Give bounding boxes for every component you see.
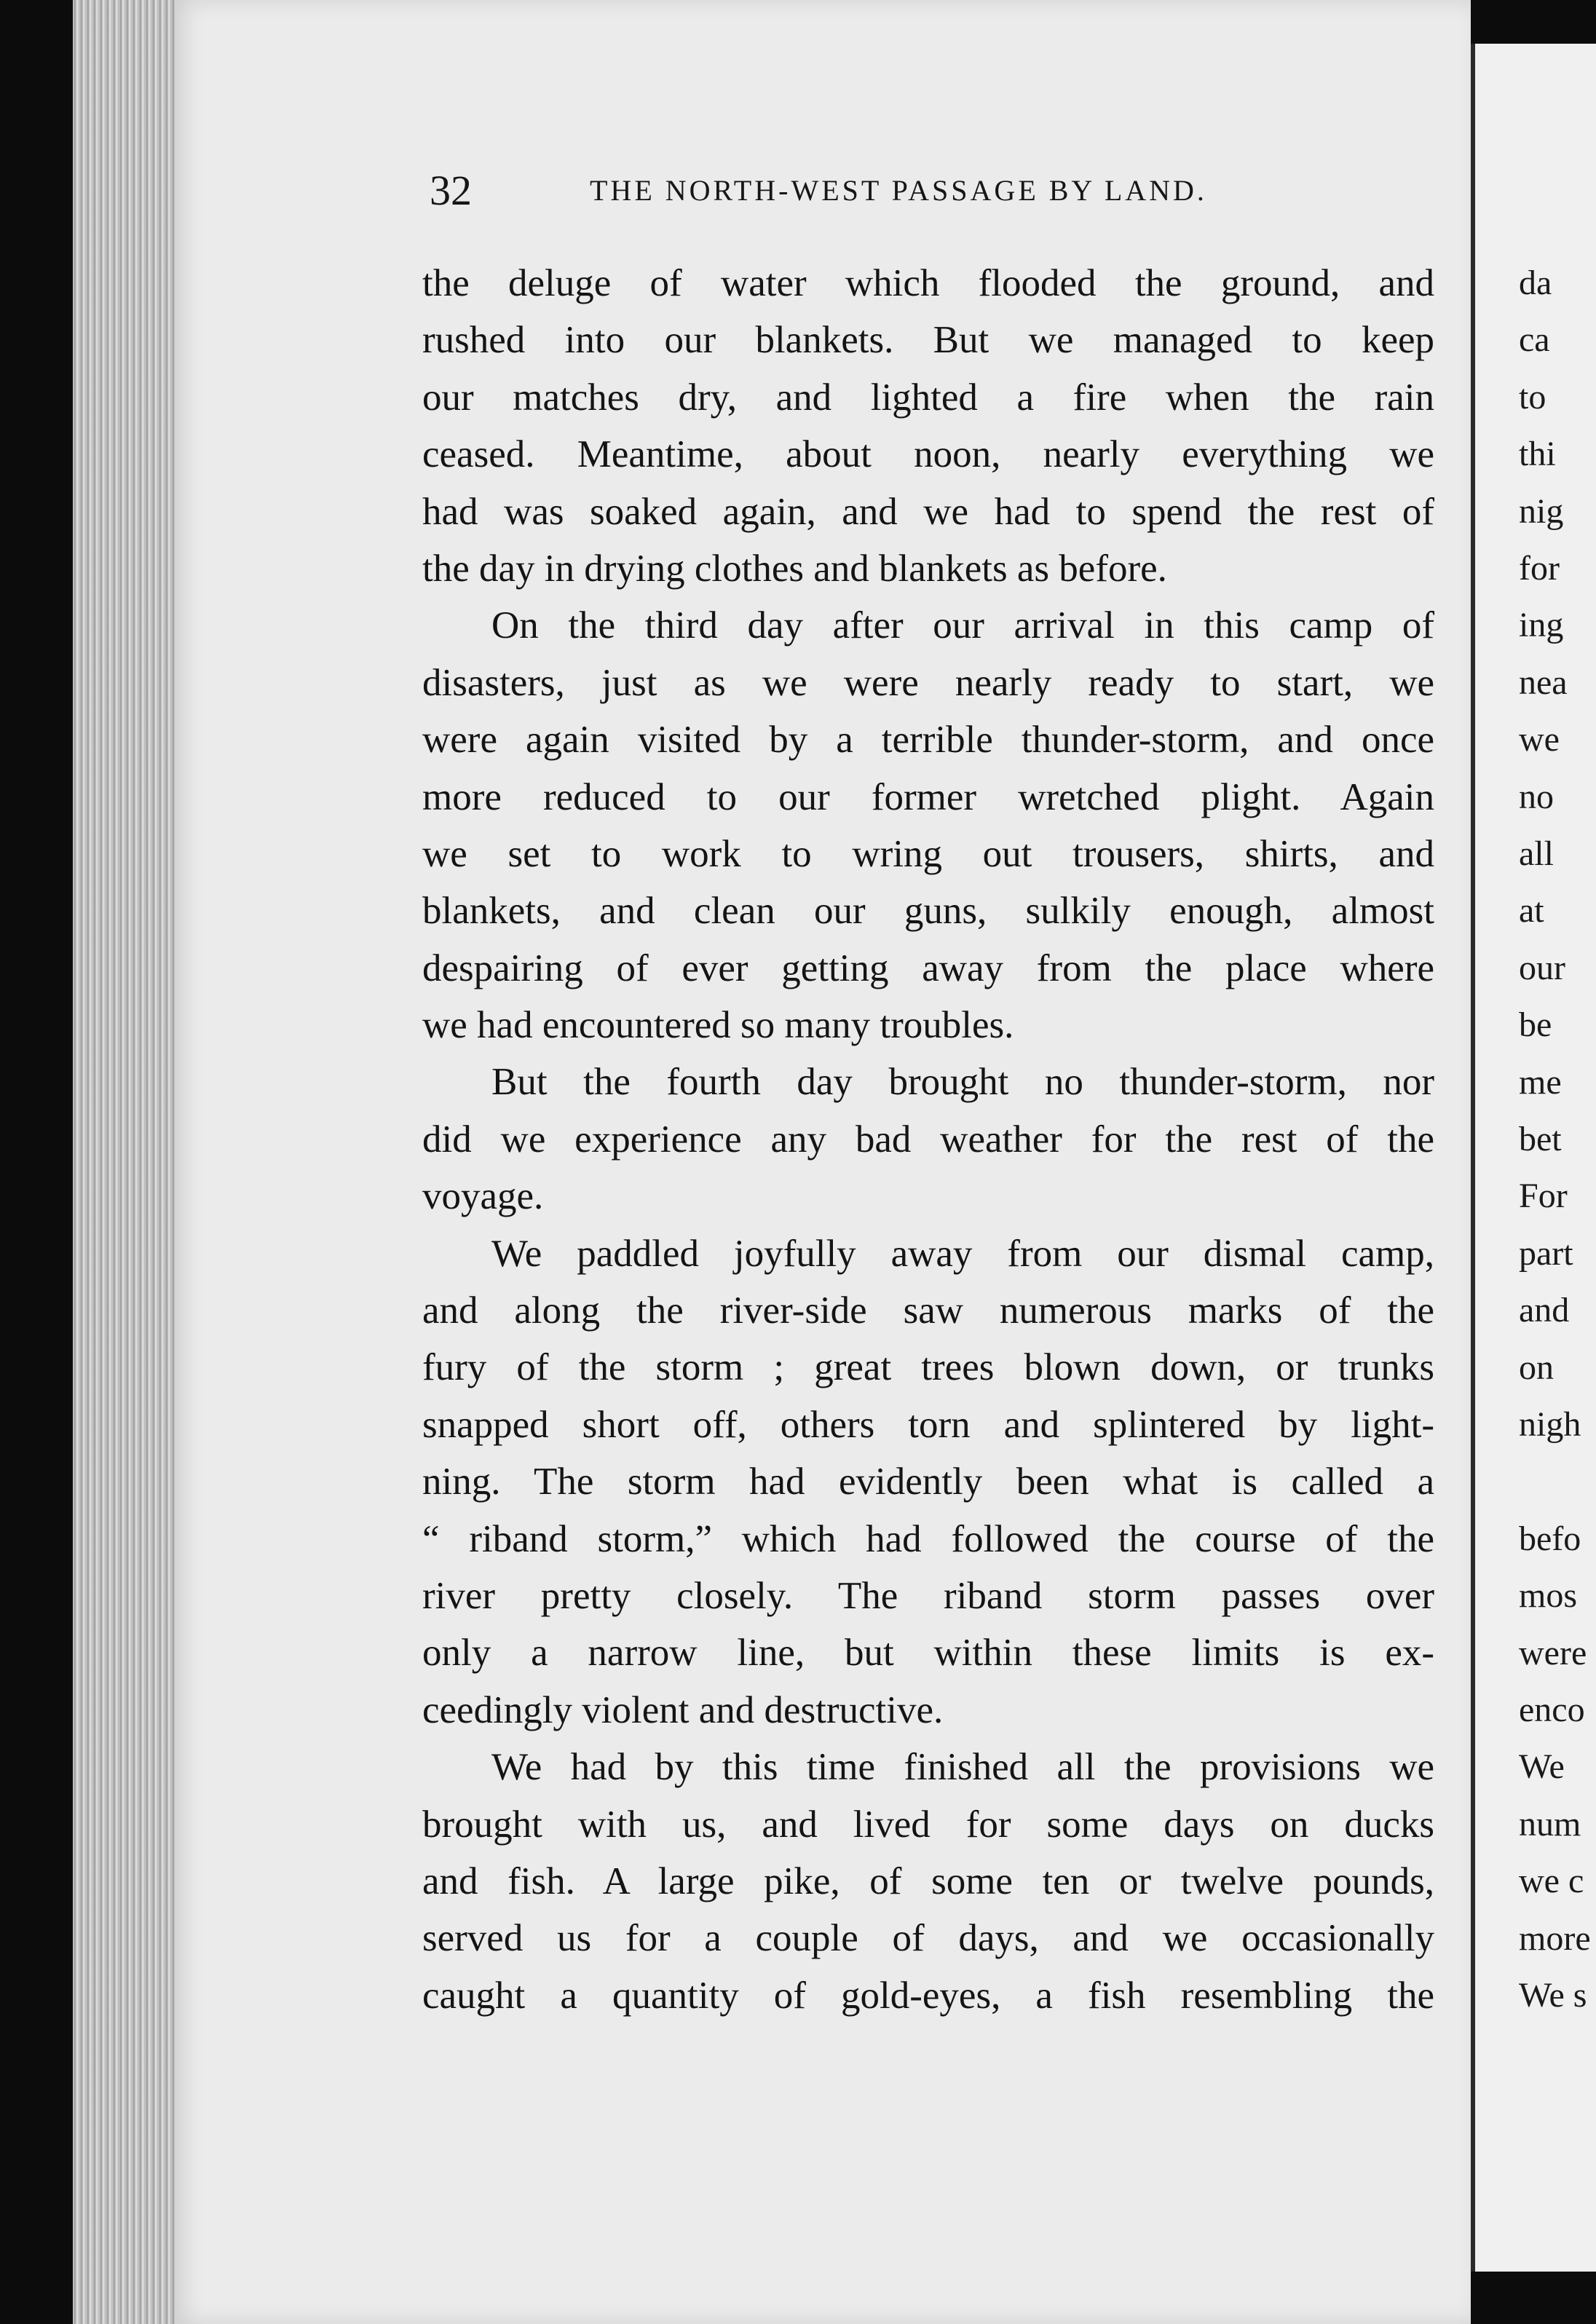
page-header: [430, 166, 1434, 224]
text-line: served us for a couple of days, and we occasionally: [422, 1917, 1434, 1960]
facing-page-fragment: and: [1519, 1291, 1570, 1330]
facing-page-fragment: ca: [1519, 320, 1550, 360]
text-line: we had encountered so many troubles.: [422, 1004, 1014, 1047]
facing-page-fragment: all: [1519, 834, 1554, 873]
text-line: the deluge of water which flooded the ground, and: [422, 262, 1434, 304]
text-line: On the third day after our arrival in this camp of: [491, 604, 1434, 647]
text-line: caught a quantity of gold-eyes, a fish resembling the: [422, 1974, 1434, 2017]
text-line: But the fourth day brought no thunder-storm, nor: [491, 1061, 1434, 1104]
text-line: We had by this time finished all the provisions we: [491, 1746, 1434, 1789]
facing-page-fragment: num: [1519, 1804, 1581, 1843]
facing-page-fragment: For: [1519, 1177, 1568, 1216]
text-line: were again visited by a terrible thunder-storm, and once: [422, 719, 1434, 762]
text-line: we set to work to wring out trousers, shirts, and: [422, 832, 1434, 875]
text-line: river pretty closely. The riband storm passes over: [422, 1574, 1434, 1617]
facing-page-fragment: for: [1519, 549, 1560, 588]
text-line: ceased. Meantime, about noon, nearly everything we: [422, 433, 1434, 476]
facing-page-fragment: befo: [1519, 1519, 1581, 1558]
facing-page-fragment: nigh: [1519, 1405, 1581, 1444]
facing-page-fragment: bet: [1519, 1120, 1562, 1158]
facing-page-fragment: we: [1519, 720, 1560, 759]
text-line: We paddled joyfully away from our dismal camp,: [491, 1232, 1434, 1275]
body-text: [422, 255, 1434, 2024]
facing-page-fragment: our: [1519, 948, 1565, 987]
facing-page: [1471, 44, 1596, 2272]
text-line: ning. The storm had evidently been what is called a: [422, 1461, 1434, 1503]
facing-page-fragment: no: [1519, 777, 1554, 816]
text-line: fury of the storm ; great trees blown down, or trunks: [422, 1346, 1434, 1389]
text-line: only a narrow line, but within these limits is ex-: [422, 1632, 1434, 1675]
text-line: “ riband storm,” which had followed the course of the: [422, 1517, 1434, 1560]
text-line: our matches dry, and lighted a fire when the rain: [422, 376, 1434, 419]
facing-page-fragment: nea: [1519, 663, 1568, 702]
text-line: brought with us, and lived for some days on ducks: [422, 1803, 1434, 1846]
page-edges: [73, 0, 182, 2324]
page-number: 32: [430, 167, 472, 214]
facing-page-fragment: me: [1519, 1062, 1562, 1102]
text-line: and fish. A large pike, of some ten or twelve pounds,: [422, 1859, 1434, 1902]
text-line: more reduced to our former wretched plight. Again: [422, 775, 1434, 818]
facing-page-fragment: more: [1519, 1918, 1591, 1958]
facing-page-fragment: we c: [1519, 1862, 1584, 1901]
text-line: ceedingly violent and destructive.: [422, 1688, 944, 1731]
text-line: snapped short off, others torn and splintered by light-: [422, 1403, 1434, 1446]
text-line: blankets, and clean our guns, sulkily enough, almost: [422, 890, 1434, 933]
facing-page-fragment: be: [1519, 1005, 1552, 1045]
text-line: had was soaked again, and we had to spend the rest of: [422, 490, 1434, 533]
facing-page-fragment: We: [1519, 1747, 1565, 1787]
facing-page-fragment: We s: [1519, 1976, 1587, 2015]
text-line: disasters, just as we were nearly ready to start, we: [422, 661, 1434, 704]
facing-page-fragment: at: [1519, 891, 1544, 930]
text-line: voyage.: [422, 1175, 544, 1218]
facing-page-fragment: enco: [1519, 1691, 1585, 1729]
facing-page-fragment: thi: [1519, 435, 1556, 474]
text-line: despairing of ever getting away from the place where: [422, 946, 1434, 989]
running-title: THE NORTH-WEST PASSAGE BY LAND.: [590, 174, 1207, 207]
facing-page-fragment: on: [1519, 1348, 1554, 1387]
text-line: did we experience any bad weather for the rest of the: [422, 1118, 1434, 1161]
facing-page-fragment: mos: [1519, 1576, 1578, 1616]
facing-page-fragment: to: [1519, 377, 1546, 416]
facing-page-fragment: nig: [1519, 491, 1564, 531]
text-line: and along the river-side saw numerous marks of the: [422, 1289, 1434, 1332]
facing-page-fragment: part: [1519, 1233, 1573, 1273]
facing-page-fragment: were: [1519, 1633, 1587, 1672]
facing-page-fragment: da: [1519, 264, 1552, 302]
text-line: rushed into our blankets. But we managed to keep: [422, 319, 1434, 362]
facing-page-fragment: ing: [1519, 606, 1564, 645]
text-line: the day in drying clothes and blankets as before.: [422, 547, 1167, 590]
